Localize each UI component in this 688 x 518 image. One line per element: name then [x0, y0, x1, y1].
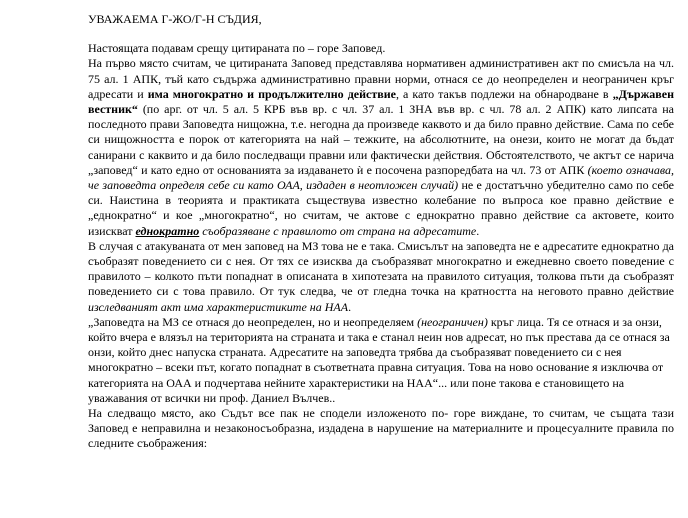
salutation-heading: УВАЖАЕМА Г-ЖО/Г-Н СЪДИЯ,	[88, 12, 262, 26]
bold-run: „Държавен вестник“	[88, 86, 674, 117]
intro-paragraph: Настоящата подавам срещу цитираната по – горе Заповед.	[88, 41, 386, 56]
text-run: На първо място считам, че цитираната Заповед представлява нормативен административен акт по смисъла на чл. 75 ал. 1 АПК, тъй като съдържа административно правни норми, отнася се до неопределен и неограничен кръг адресати и	[88, 56, 674, 101]
text-run: не е достатъчно убедително само по себе си. Наистина в теорията и практиката съществува известно колебание по въпроса кое правно действие е „еднократно“ и кое „многократно“, но считам, че актове с еднократно правно действие са актовете, които изискват	[88, 178, 675, 238]
text-run: (по арг. от чл. 5 ал. 5 КРБ във вр. с чл. 37 ал. 1 ЗНА във вр. с чл. 78 ал. 2 АПК) като липсата на последното прави Заповедта нищожна, т.е. негодна да произведе каквото и да било правно действие. Сама по себе си нищожността е порок от категорията на най – тежките, на абсолютните, на онези, които не могат да бъдат санирани с каквито и да било последващи правни или фактически действия. Обстоятелството, че актът се нарича „заповед“ и като едно от основанията за издаването ѝ е посочена разпоредбата на чл. 73 от АПК	[88, 102, 674, 177]
text-run: .	[348, 299, 352, 314]
italic-run: (което означава, че заповедта определя себе си като ОАА, издаден в неотложен случай)	[88, 162, 675, 193]
italic-run: изследваният акт има характеристиките на НАА	[88, 299, 349, 314]
paragraph-mz-order	[88, 239, 674, 315]
bold-italic-underline-run: еднократно	[135, 223, 200, 238]
italic-run: съобразяване с правилото от страна на адресатите	[199, 223, 477, 238]
paragraph-normative-act	[88, 56, 674, 238]
bold-run: има многократно и продължително действие	[147, 86, 396, 101]
paragraph-next: На следващо място, ако Съдът все пак не сподели изложеното по- горе виждане, то считам, че същата тази Заповед е неправилна и незаконосъобразна, издадена в нарушение на материалните и процесуалните правила по следните съображения:	[88, 406, 674, 451]
text-run: „Заповедта на МЗ се отнася до неопределен, но и неопределяем	[88, 314, 418, 329]
text-run: , а като такъв подлежи на обнародване в	[395, 86, 613, 101]
text-run: кръг лица. Тя се отнася и за онзи, който вчера е влязъл на територията на страната и така е станал неин нов адресат, но пък престава да се отнася за онзи, който днес напуска страната. Адресатите на заповедта трябва да съобразяват поведението си с нея многократно – всеки път, когато попаднат в съответната правна ситуация. Това на ново основание я изключва от категорията на ОАА и подчертава нейните характеристики на НАА“... или поне такова е становището на уважавания от всички ни проф. Даниел Вълчев..	[88, 314, 670, 405]
text-run: .	[476, 223, 480, 238]
italic-run: (неограничен)	[417, 314, 488, 329]
text-run: В случая с атакуваната от мен заповед на МЗ това не е така. Смисълът на заповедта не е адресатите еднократно да съобразят поведението си с нея. От тях се изисква да съобразяват многократно и ежедневно своето поведение с правилото – колкото пъти попаднат в описаната в хипотезата на правилото ситуация, толкова пъти да съобразят поведението си с това правило. От тук следва, че от гледна точка на кратността на неговото правно действие	[88, 238, 674, 299]
paragraph-quote	[88, 315, 674, 406]
